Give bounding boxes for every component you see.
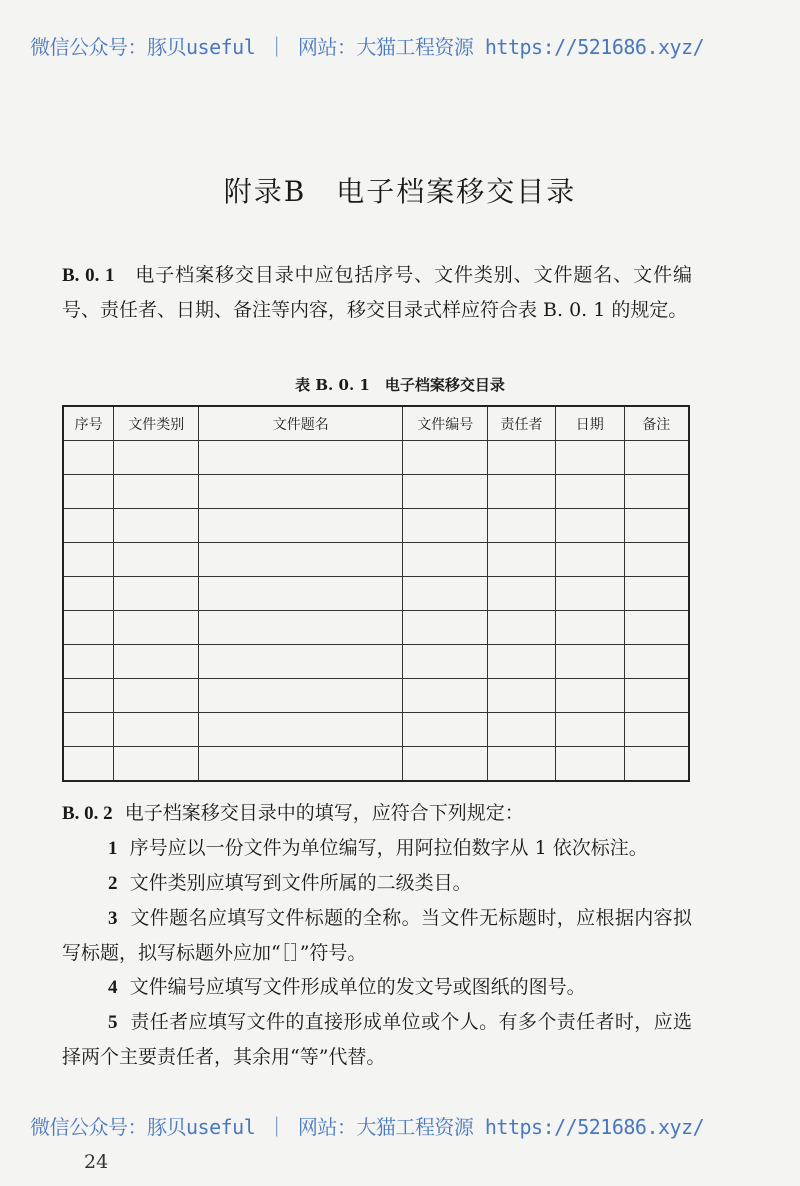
item-number: 3: [108, 908, 118, 929]
table-row: [63, 441, 689, 475]
item-text: 序号应以一份文件为单位编写，用阿拉伯数字从 1 依次标注。: [129, 837, 648, 859]
item-text: 文件题名应填写文件标题的全称。当文件无标题时，应根据内容拟写标题，拟写标题外应加“［］”符号。: [62, 907, 692, 964]
table-cell: [114, 747, 199, 782]
table-cell: [624, 645, 689, 679]
table-cell: [114, 679, 199, 713]
table-cell: [63, 441, 114, 475]
table-cell: [114, 645, 199, 679]
table-cell: [199, 679, 403, 713]
table-cell: [63, 543, 114, 577]
table-cell: [63, 645, 114, 679]
clause-number: B. 0. 1: [62, 265, 115, 286]
table-row: [63, 509, 689, 543]
col-header: 文件类别: [114, 406, 199, 441]
list-item: [62, 901, 692, 970]
appendix-title: 附录B 电子档案移交目录: [223, 175, 577, 208]
table-cell: [624, 679, 689, 713]
watermark-top: 微信公众号：豚贝useful ｜ 网站：大猫工程资源 https://521686.xyz/: [30, 35, 705, 59]
list-item: [62, 1005, 692, 1074]
clause-intro: [62, 796, 692, 831]
table-row: [63, 679, 689, 713]
table-cell: [403, 441, 488, 475]
item-text: 责任者应填写文件的直接形成单位或个人。有多个责任者时，应选择两个主要责任者，其余用“等”代替。: [62, 1011, 692, 1068]
table-cell: [114, 611, 199, 645]
table-cell: [403, 747, 488, 782]
table-cell: [199, 645, 403, 679]
table-cell: [624, 713, 689, 747]
item-number: 2: [108, 873, 118, 894]
table-caption: 表 B. 0. 1 电子档案移交目录: [295, 376, 505, 394]
table-cell: [63, 475, 114, 509]
table-cell: [63, 713, 114, 747]
table-cell: [488, 509, 556, 543]
table-cell: [624, 441, 689, 475]
item-text: 文件编号应填写文件形成单位的发文号或图纸的图号。: [129, 976, 586, 998]
table-cell: [488, 577, 556, 611]
table-cell: [199, 611, 403, 645]
clause-text: 电子档案移交目录中应包括序号、文件类别、文件题名、文件编号、责任者、日期、备注等内容，移交目录式样应符合表 B. 0. 1 的规定。: [62, 264, 692, 321]
table-cell: [403, 611, 488, 645]
table-cell: [403, 543, 488, 577]
table-cell: [199, 577, 403, 611]
table-cell: [555, 713, 624, 747]
table-cell: [199, 747, 403, 782]
table-row: [63, 713, 689, 747]
table-cell: [488, 713, 556, 747]
table-cell: [555, 611, 624, 645]
table-row: [63, 747, 689, 782]
table-cell: [403, 713, 488, 747]
col-header: 文件编号: [403, 406, 488, 441]
table-cell: [624, 509, 689, 543]
table-cell: [199, 441, 403, 475]
col-header: 文件题名: [199, 406, 403, 441]
table-cell: [63, 679, 114, 713]
table-cell: [199, 475, 403, 509]
table-cell: [555, 475, 624, 509]
item-number: 4: [108, 977, 118, 998]
clause-number: B. 0. 2: [62, 803, 113, 824]
table-cell: [403, 645, 488, 679]
table-cell: [403, 577, 488, 611]
table-cell: [555, 441, 624, 475]
clause-b02: [62, 796, 692, 1074]
table-cell: [199, 713, 403, 747]
watermark-bottom: 微信公众号：豚贝useful ｜ 网站：大猫工程资源 https://521686.xyz/: [30, 1115, 705, 1139]
table-cell: [488, 747, 556, 782]
table-cell: [488, 611, 556, 645]
table-cell: [555, 645, 624, 679]
table-cell: [403, 475, 488, 509]
table-cell: [114, 509, 199, 543]
table-cell: [63, 747, 114, 782]
table-cell: [488, 645, 556, 679]
transfer-catalog-table: [62, 405, 690, 782]
table-cell: [114, 577, 199, 611]
table-cell: [114, 475, 199, 509]
table-cell: [488, 441, 556, 475]
table-cell: [63, 611, 114, 645]
table-cell: [555, 747, 624, 782]
table-cell: [114, 713, 199, 747]
table-cell: [403, 509, 488, 543]
page-number: 24: [84, 1151, 109, 1173]
table-cell: [555, 543, 624, 577]
item-number: 1: [108, 838, 118, 859]
list-item: [62, 970, 692, 1005]
table-cell: [624, 543, 689, 577]
table-row: [63, 611, 689, 645]
table-row: [63, 543, 689, 577]
list-item: [62, 866, 692, 901]
table-cell: [114, 441, 199, 475]
table-row: [63, 475, 689, 509]
item-text: 文件类别应填写到文件所属的二级类目。: [129, 872, 472, 894]
table-cell: [624, 577, 689, 611]
table-cell: [624, 747, 689, 782]
col-header: 备注: [624, 406, 689, 441]
col-header: 序号: [63, 406, 114, 441]
table-cell: [624, 475, 689, 509]
clause-text: 电子档案移交目录中的填写，应符合下列规定：: [124, 802, 524, 824]
table-row: [63, 645, 689, 679]
table-cell: [403, 679, 488, 713]
list-item: [62, 831, 692, 866]
table-cell: [488, 679, 556, 713]
table-cell: [199, 509, 403, 543]
table-cell: [488, 475, 556, 509]
clause-b01: [62, 258, 692, 328]
table-cell: [555, 509, 624, 543]
table-cell: [114, 543, 199, 577]
table-header-row: [63, 406, 689, 441]
item-number: 5: [108, 1012, 118, 1033]
table-cell: [624, 611, 689, 645]
table-cell: [63, 509, 114, 543]
col-header: 日期: [555, 406, 624, 441]
table-cell: [199, 543, 403, 577]
table-cell: [63, 577, 114, 611]
col-header: 责任者: [488, 406, 556, 441]
table-row: [63, 577, 689, 611]
table-cell: [555, 577, 624, 611]
table-cell: [488, 543, 556, 577]
table-cell: [555, 679, 624, 713]
